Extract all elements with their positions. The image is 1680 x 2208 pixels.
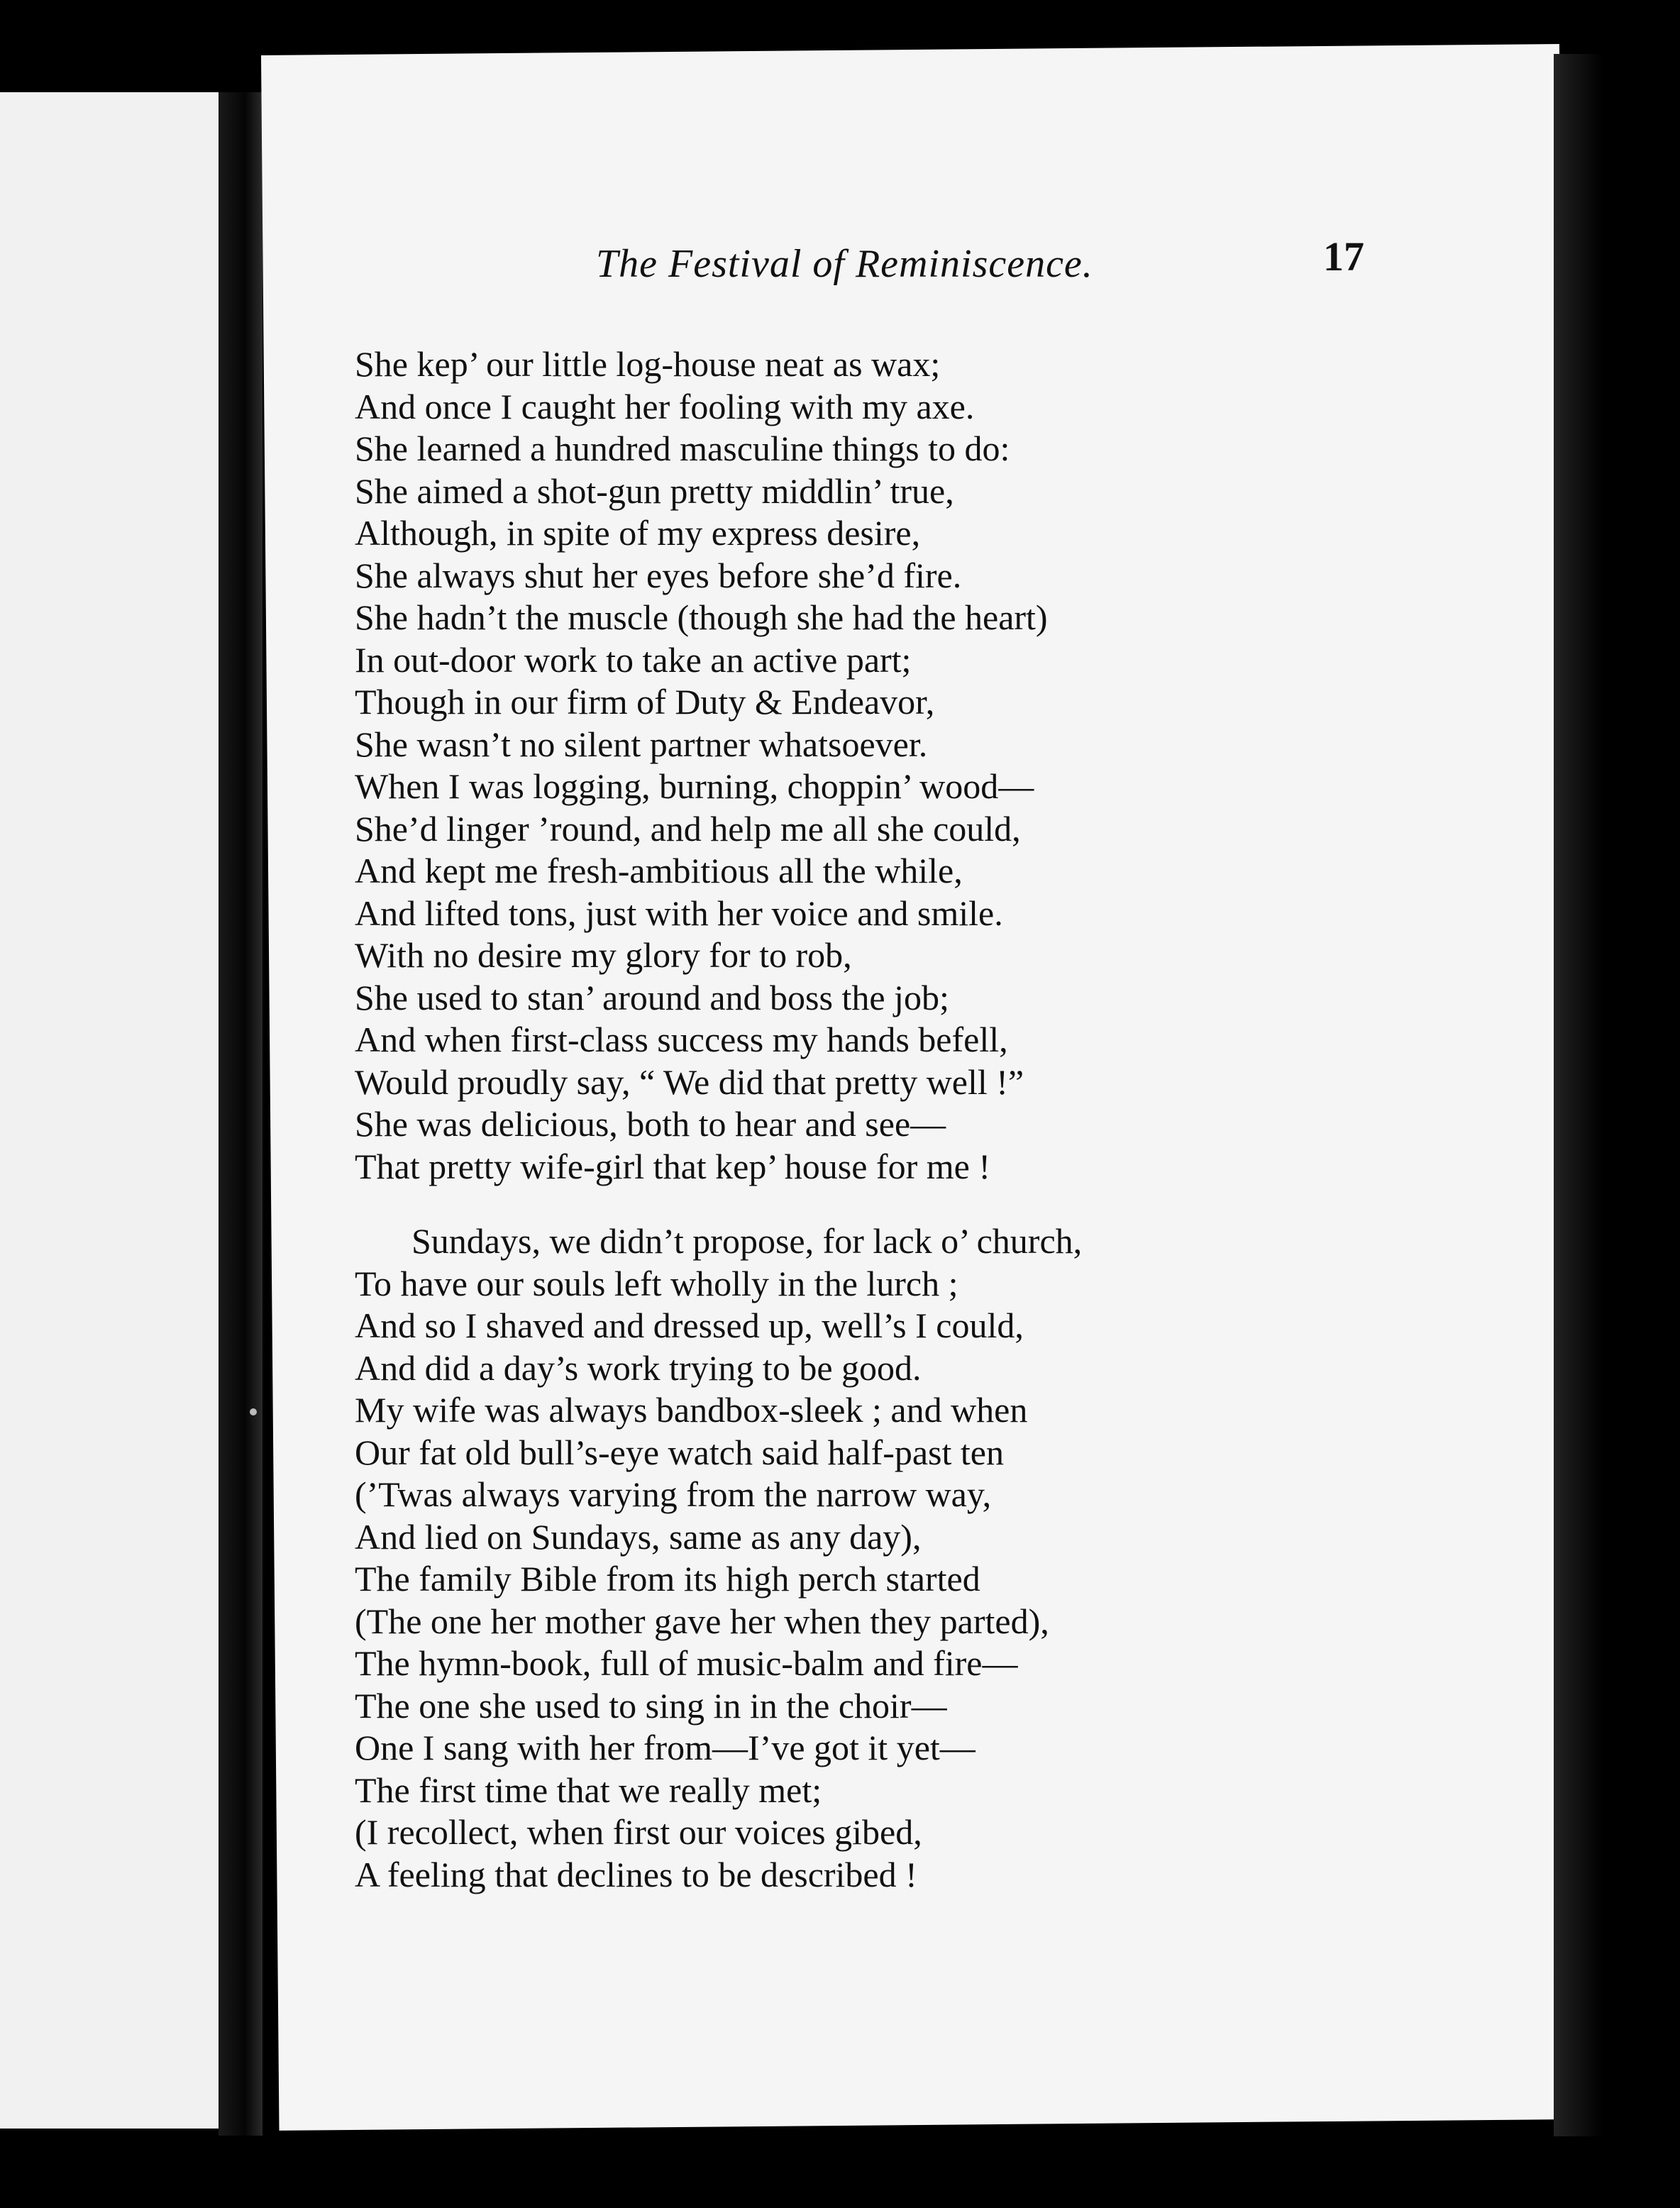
- poem-line: She aimed a shot-gun pretty middlin’ true,: [355, 470, 954, 511]
- poem-line: And so I shaved and dressed up, well’s I could,: [355, 1306, 1024, 1345]
- poem-line: That pretty wife-girl that kep’ house for me !: [355, 1146, 990, 1186]
- poem-line: Sundays, we didn’t propose, for lack o’ church,: [411, 1221, 1083, 1261]
- poem-line: And kept me fresh-ambitious all the while,: [355, 851, 963, 890]
- page-number: 17: [1323, 233, 1364, 280]
- poem-line: (I recollect, when first our voices gibed,: [355, 1812, 922, 1852]
- poem-line: She learned a hundred masculine things to do:: [355, 429, 1010, 468]
- poem-line: And lied on Sundays, same as any day),: [355, 1516, 922, 1557]
- poem-line: When I was logging, burning, choppin’ wood—: [355, 766, 1034, 806]
- poem-line: With no desire my glory for to rob,: [355, 935, 852, 975]
- poem-line: The first time that we really met;: [355, 1770, 822, 1810]
- poem-line: (The one her mother gave her when they parted),: [355, 1601, 1049, 1641]
- stanza-2: [355, 1220, 1320, 1896]
- poem-line: She wasn’t no silent partner whatsoever.: [355, 724, 928, 764]
- poem-line: Would proudly say, “ We did that pretty well !”: [355, 1061, 1024, 1102]
- poem-line: She always shut her eyes before she’d fire.: [355, 555, 962, 595]
- poem-line: She used to stan’ around and boss the job;: [355, 977, 949, 1017]
- poem-line: She hadn’t the muscle (though she had the heart): [355, 597, 1048, 637]
- stanza-1: [355, 343, 1320, 1188]
- poem-line: She was delicious, both to hear and see—: [355, 1104, 946, 1144]
- poem-line: Though in our firm of Duty & Endeavor,: [355, 682, 935, 722]
- poem-line: Our fat old bull’s-eye watch said half-past ten: [355, 1432, 1004, 1472]
- poem-line: (’Twas always varying from the narrow way,: [355, 1474, 992, 1514]
- poem-line: In out-door work to take an active part;: [355, 639, 912, 680]
- poem-line: A feeling that declines to be described !: [355, 1854, 917, 1894]
- poem-line: My wife was always bandbox-sleek ; and when: [355, 1390, 1028, 1430]
- poem-line: And did a day’s work trying to be good.: [355, 1347, 922, 1388]
- poem-line: The one she used to sing in in the choir—: [355, 1685, 947, 1726]
- left-page-margin: [0, 92, 220, 2129]
- poem-line: One I sang with her from—I’ve got it yet—: [355, 1728, 976, 1767]
- page-edge-shadow: [1554, 54, 1603, 2136]
- poem-line: And lifted tons, just with her voice and smile.: [355, 893, 1003, 933]
- book-gutter: [219, 92, 262, 2136]
- poem-line: Although, in spite of my express desire,: [355, 513, 921, 553]
- poem-line: The hymn-book, full of music-balm and fire—: [355, 1643, 1018, 1683]
- poem-line: The family Bible from its high perch started: [355, 1559, 980, 1599]
- poem-line: She’d linger ’round, and help me all she could,: [355, 808, 1021, 849]
- running-head: The Festival of Reminiscence.: [596, 242, 1093, 286]
- poem-line: To have our souls left wholly in the lurch ;: [355, 1263, 958, 1303]
- poem-line: And once I caught her fooling with my axe.: [355, 386, 975, 426]
- poem-line: And when first-class success my hands befell,: [355, 1020, 1008, 1059]
- scan-speck: [250, 1408, 257, 1415]
- poem-line: She kep’ our little log-house neat as wax;: [355, 344, 941, 384]
